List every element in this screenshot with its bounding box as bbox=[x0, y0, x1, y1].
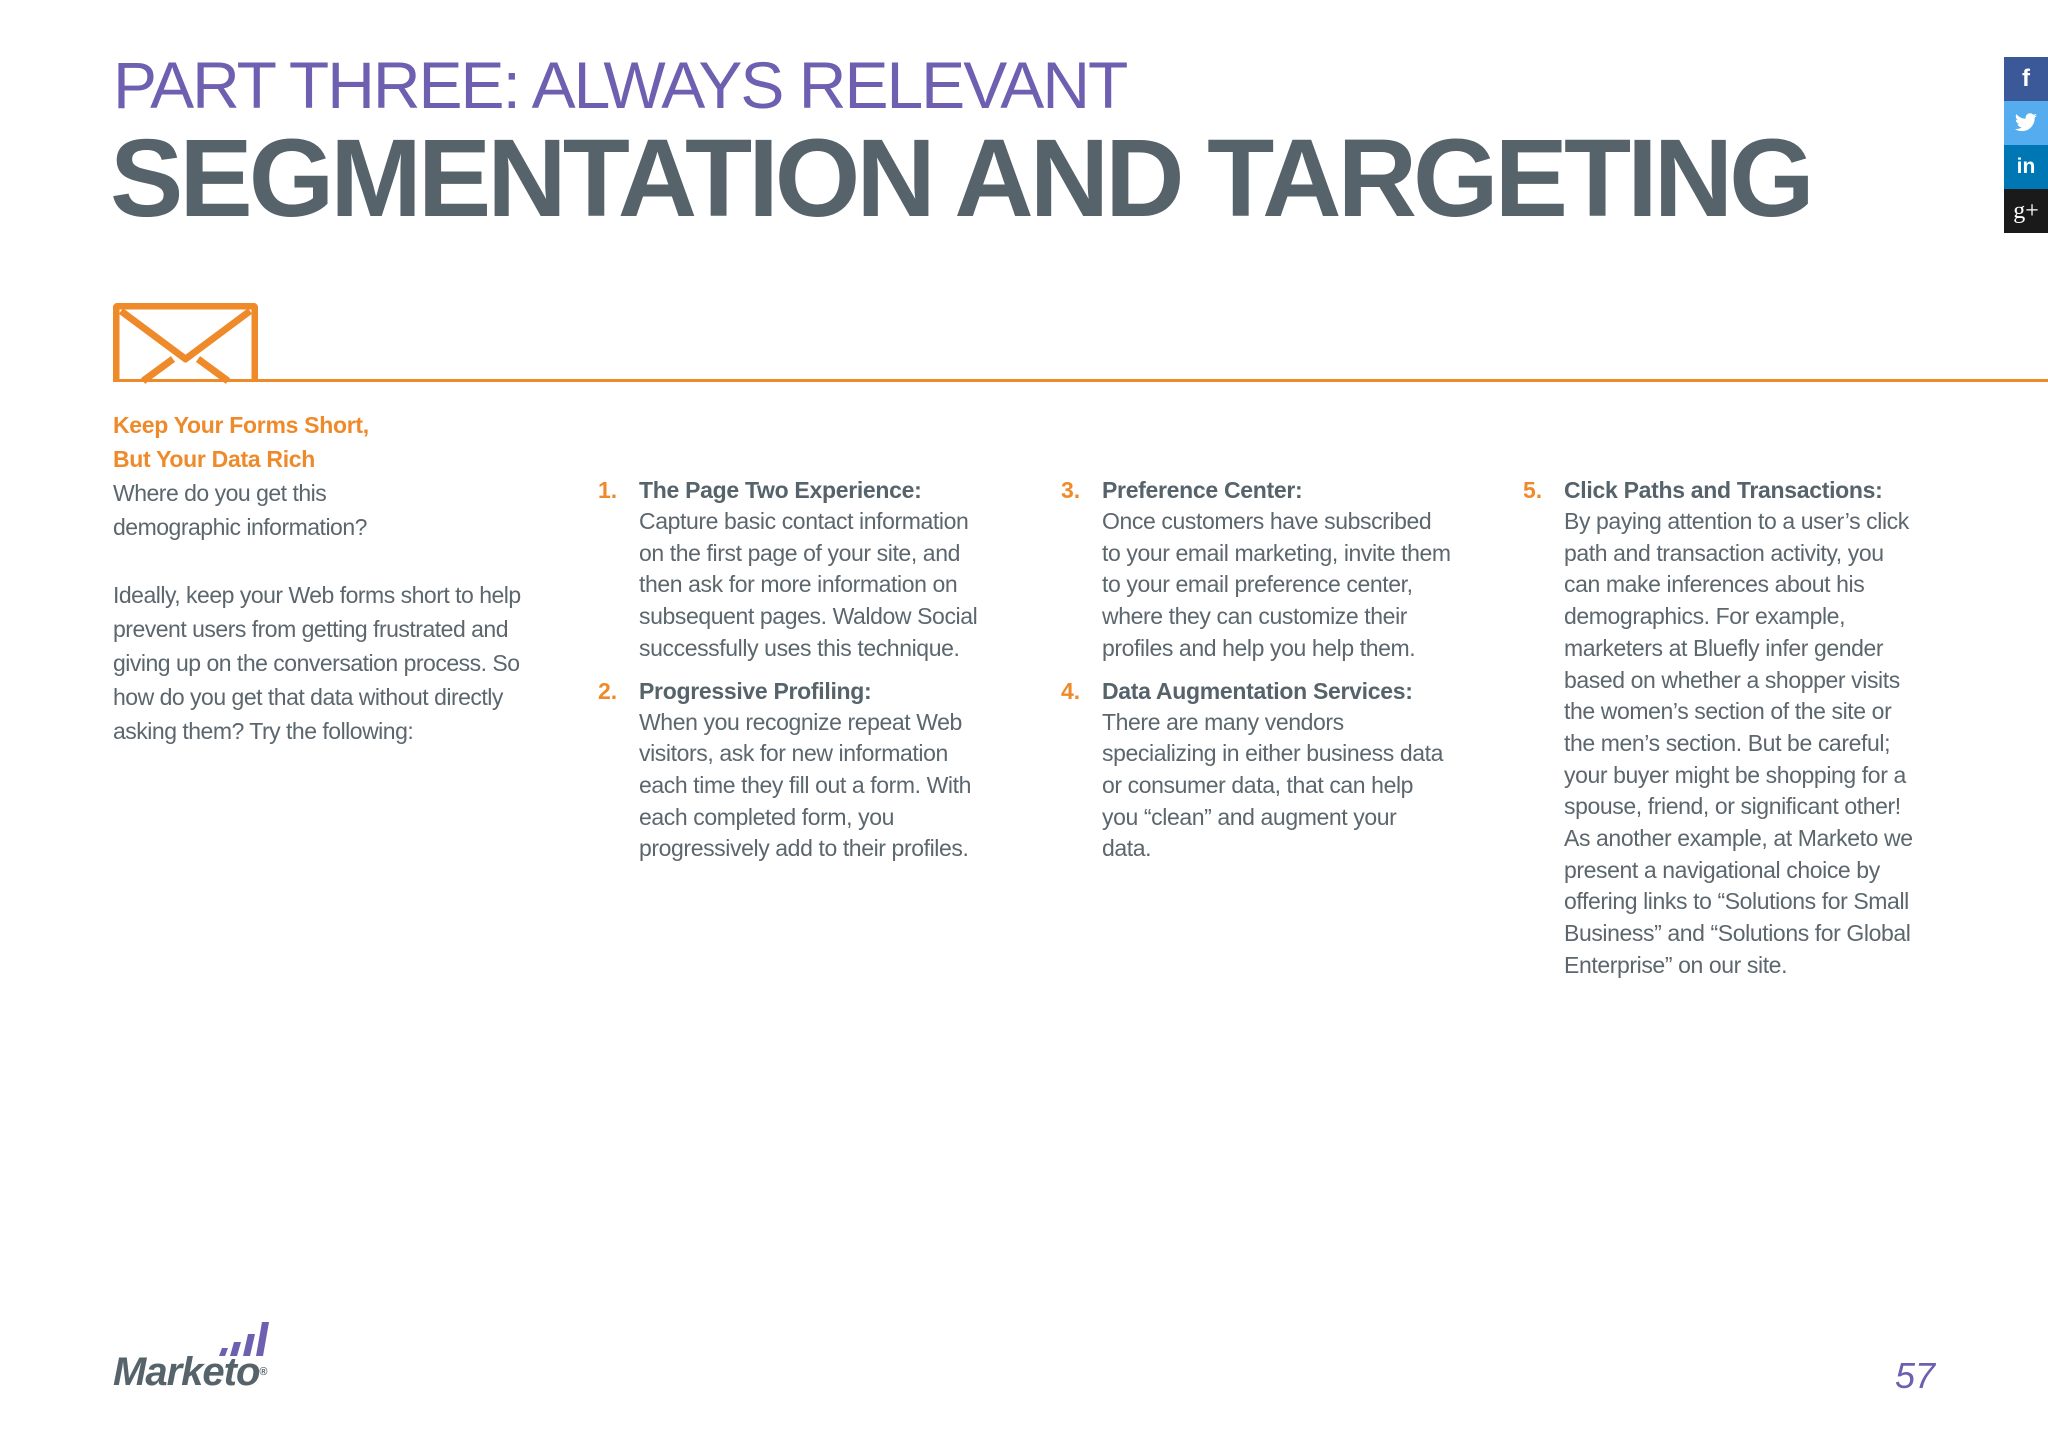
intro-heading bbox=[113, 408, 553, 476]
list-column-2 bbox=[1061, 474, 1451, 875]
list-item bbox=[598, 675, 988, 866]
item-body: There are many vendors specializing in either business data or consumer data, that can help you “clean” and augment your data. bbox=[1102, 708, 1444, 862]
item-body: When you recognize repeat Web visitors, ask for new information each time they fill out a form. With each completed form, you progressively add to their profiles. bbox=[639, 708, 972, 862]
logo-text: Marketo bbox=[113, 1350, 260, 1394]
item-title: Click Paths and Transactions: bbox=[1564, 477, 1883, 503]
item-number: 5. bbox=[1523, 477, 1543, 503]
item-title: Preference Center: bbox=[1102, 477, 1303, 503]
list-item bbox=[1523, 474, 1913, 982]
linkedin-share-button[interactable] bbox=[2004, 145, 2048, 189]
item-number: 1. bbox=[598, 477, 618, 503]
facebook-share-button[interactable] bbox=[2004, 57, 2048, 101]
intro-heading-line2: But Your Data Rich bbox=[113, 446, 316, 472]
item-body: By paying attention to a user’s click path and transaction activity, you can make inferences about his demographics. For example, marketers at Bluefly infer gender based on whether a shopper visits the women’s section of the site or the men’s section. But be careful; your buyer might be shopping for a spouse, friend, or significant other! As another example, at Marketo we present a navigational choice by offering links to “Solutions for Small Business” and “Solutions for Global Enterprise” on our site. bbox=[1564, 508, 1913, 978]
twitter-share-button[interactable] bbox=[2004, 101, 2048, 145]
list-column-1 bbox=[598, 474, 988, 875]
intro-heading-line1: Keep Your Forms Short, bbox=[113, 412, 369, 438]
item-title: The Page Two Experience: bbox=[639, 477, 922, 503]
google-plus-icon: g+ bbox=[2013, 197, 2039, 224]
item-body: Once customers have subscribed to your email marketing, invite them to your email preference center, where they can customize their profiles and help you help them. bbox=[1102, 508, 1451, 661]
item-number: 2. bbox=[598, 677, 618, 704]
list-item bbox=[1061, 474, 1451, 665]
item-body: Capture basic contact information on the first page of your site, and then ask for more information on subsequent pages. Waldow Social successfully uses this technique. bbox=[639, 508, 978, 661]
envelope-icon bbox=[113, 303, 258, 385]
google-plus-share-button[interactable] bbox=[2004, 189, 2048, 233]
intro-block bbox=[113, 408, 553, 782]
section-divider bbox=[113, 379, 2048, 382]
page-number: 57 bbox=[1894, 1355, 1935, 1396]
linkedin-icon: in bbox=[2016, 155, 2036, 178]
marketo-logo bbox=[113, 1320, 283, 1396]
item-number: 3. bbox=[1061, 477, 1081, 503]
part-supertitle: PART THREE: ALWAYS RELEVANT bbox=[113, 48, 1127, 122]
social-share-bar bbox=[2004, 57, 2048, 233]
registered-mark: ® bbox=[259, 1366, 267, 1378]
item-title: Progressive Profiling: bbox=[639, 677, 872, 704]
page-title: SEGMENTATION AND TARGETING bbox=[110, 117, 1811, 240]
intro-text bbox=[113, 476, 553, 748]
item-number: 4. bbox=[1061, 677, 1081, 704]
list-item bbox=[598, 474, 988, 665]
intro-paragraph-1: Where do you get this demographic information? bbox=[113, 480, 367, 540]
item-title: Data Augmentation Services: bbox=[1102, 677, 1413, 704]
logo-wordmark bbox=[113, 1350, 267, 1394]
intro-paragraph-2: Ideally, keep your Web forms short to help prevent users from getting frustrated and giving up on the conversation process. So how do you get that data without directly asking them? Try the following: bbox=[113, 582, 521, 744]
twitter-icon bbox=[2014, 113, 2038, 133]
facebook-icon: f bbox=[2022, 65, 2030, 92]
list-item bbox=[1061, 675, 1451, 866]
list-column-3 bbox=[1523, 474, 1913, 992]
